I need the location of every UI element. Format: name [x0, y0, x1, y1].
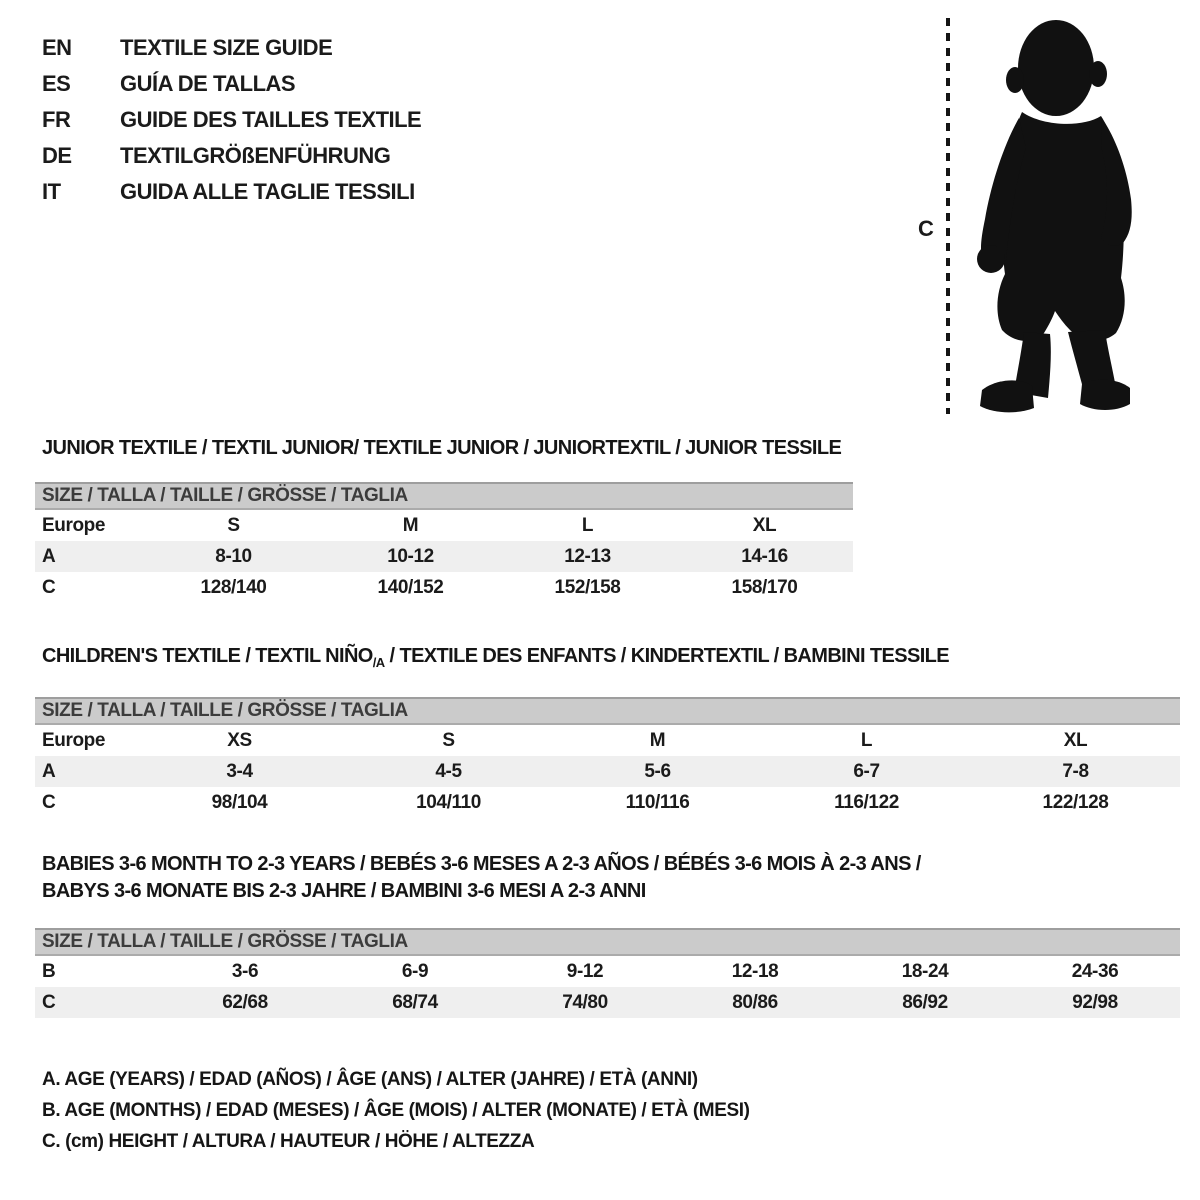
language-code: DE [42, 143, 72, 168]
language-code: IT [42, 179, 61, 204]
size-cell: 98/104 [211, 791, 268, 813]
size-cell: 12-13 [564, 545, 611, 567]
size-cell: 86/92 [902, 991, 948, 1013]
size-cell: 6-9 [401, 960, 429, 982]
row-label: C [42, 791, 56, 813]
guide-title: GUIDE DES TAILLES TEXTILE [120, 107, 422, 132]
children-section [35, 645, 1180, 818]
size-cell: 74/80 [562, 991, 608, 1013]
title-part: CHILDREN'S TEXTILE / TEXTIL NIÑO [42, 645, 373, 667]
size-cell: 158/170 [731, 576, 798, 598]
table-row [35, 787, 1180, 818]
size-cell: 110/116 [625, 791, 690, 813]
size-cell: 4-5 [435, 760, 462, 782]
size-cell: L [860, 729, 873, 751]
row-label: A [42, 545, 56, 567]
size-cell: L [581, 514, 594, 536]
babies-section-title [35, 851, 1180, 905]
children-section-title [35, 645, 1180, 674]
babies-title-line2: BABYS 3-6 MONATE BIS 2-3 JAHRE / BAMBINI 3-6 MESI A 2-3 ANNI [42, 880, 646, 902]
size-cell: 122/128 [1042, 791, 1109, 813]
size-cell: 62/68 [222, 991, 268, 1013]
row-label: B [42, 960, 56, 982]
language-code: FR [42, 107, 71, 132]
row-label: C [42, 991, 56, 1013]
size-cell: 128/140 [200, 576, 267, 598]
size-cell: 6-7 [853, 760, 880, 782]
row-label: C [42, 576, 56, 598]
size-cell: S [227, 514, 240, 536]
table-row [35, 956, 1180, 987]
size-cell: 3-6 [231, 960, 259, 982]
table-size-header: SIZE / TALLA / TAILLE / GRÖSSE / TAGLIA [35, 928, 1180, 956]
size-cell: 18-24 [901, 960, 949, 982]
guide-title: GUÍA DE TALLAS [120, 71, 296, 96]
list-item [42, 138, 421, 174]
list-item [42, 66, 421, 102]
babies-title-line1: BABIES 3-6 MONTH TO 2-3 YEARS / BEBÉS 3-6 MESES A 2-3 AÑOS / BÉBÉS 3-6 MOIS À 2-3 ANS / [42, 853, 921, 875]
size-cell: 10-12 [387, 545, 434, 567]
guide-title: GUIDA ALLE TAGLIE TESSILI [120, 179, 415, 204]
measure-c-label: C [918, 216, 934, 241]
size-cell: M [402, 514, 419, 536]
size-cell: 7-8 [1062, 760, 1089, 782]
list-item [42, 102, 421, 138]
language-code: EN [42, 35, 72, 60]
table-row [35, 510, 853, 541]
row-label: Europe [42, 729, 106, 751]
legend-line-b: B. AGE (MONTHS) / EDAD (MESES) / ÂGE (MOIS) / ALTER (MONATE) / ETÀ (MESI) [42, 1100, 750, 1121]
size-cell: S [442, 729, 455, 751]
legend-line-a: A. AGE (YEARS) / EDAD (AÑOS) / ÂGE (ANS) / ALTER (JAHRE) / ETÀ (ANNI) [42, 1069, 698, 1090]
size-cell: 14-16 [741, 545, 788, 567]
title-part: / TEXTILE DES ENFANTS / KINDERTEXTIL / BAMBINI TESSILE [384, 645, 950, 667]
table-row [35, 725, 1180, 756]
list-item [42, 174, 421, 210]
size-cell: 152/158 [554, 576, 621, 598]
row-label: A [42, 760, 56, 782]
spacer [35, 674, 1180, 697]
junior-size-table [35, 510, 853, 603]
table-row [35, 541, 853, 572]
size-cell: 92/98 [1072, 991, 1118, 1013]
size-cell: 68/74 [392, 991, 438, 1013]
legend [42, 1064, 750, 1157]
guide-title: TEXTILGRÖßENFÜHRUNG [120, 143, 391, 168]
language-title-list [42, 30, 421, 210]
size-cell: 80/86 [732, 991, 778, 1013]
title-subscript: /A [372, 655, 385, 670]
language-code: ES [42, 71, 71, 96]
junior-section [35, 437, 853, 603]
row-label: Europe [42, 514, 106, 536]
size-cell: XS [227, 729, 252, 751]
table-row [35, 572, 853, 603]
size-cell: 12-18 [731, 960, 779, 982]
babies-section [35, 851, 1180, 1018]
list-item [42, 30, 421, 66]
size-cell: 5-6 [644, 760, 671, 782]
table-row [35, 987, 1180, 1018]
table-size-header: SIZE / TALLA / TAILLE / GRÖSSE / TAGLIA [35, 482, 853, 510]
size-cell: 24-36 [1071, 960, 1119, 982]
guide-title: TEXTILE SIZE GUIDE [120, 35, 333, 60]
legend-line-c: C. (cm) HEIGHT / ALTURA / HAUTEUR / HÖHE / ALTEZZA [42, 1131, 535, 1152]
size-cell: 104/110 [416, 791, 481, 813]
toddler-silhouette-icon [964, 16, 1136, 416]
table-row [35, 756, 1180, 787]
size-cell: 8-10 [215, 545, 252, 567]
table-size-header: SIZE / TALLA / TAILLE / GRÖSSE / TAGLIA [35, 697, 1180, 725]
size-cell: M [649, 729, 666, 751]
height-dashed-line [946, 18, 950, 414]
size-cell: 116/122 [834, 791, 899, 813]
size-cell: 9-12 [566, 960, 604, 982]
size-cell: 140/152 [377, 576, 444, 598]
size-cell: 3-4 [226, 760, 253, 782]
size-cell: XL [752, 514, 777, 536]
babies-size-table [35, 956, 1180, 1018]
spacer [35, 905, 1180, 928]
size-cell: XL [1063, 729, 1088, 751]
height-measure-figure [918, 16, 1140, 418]
junior-section-title: JUNIOR TEXTILE / TEXTIL JUNIOR/ TEXTILE JUNIOR / JUNIORTEXTIL / JUNIOR TESSILE [42, 437, 842, 459]
spacer [35, 459, 853, 482]
children-size-table [35, 725, 1180, 818]
